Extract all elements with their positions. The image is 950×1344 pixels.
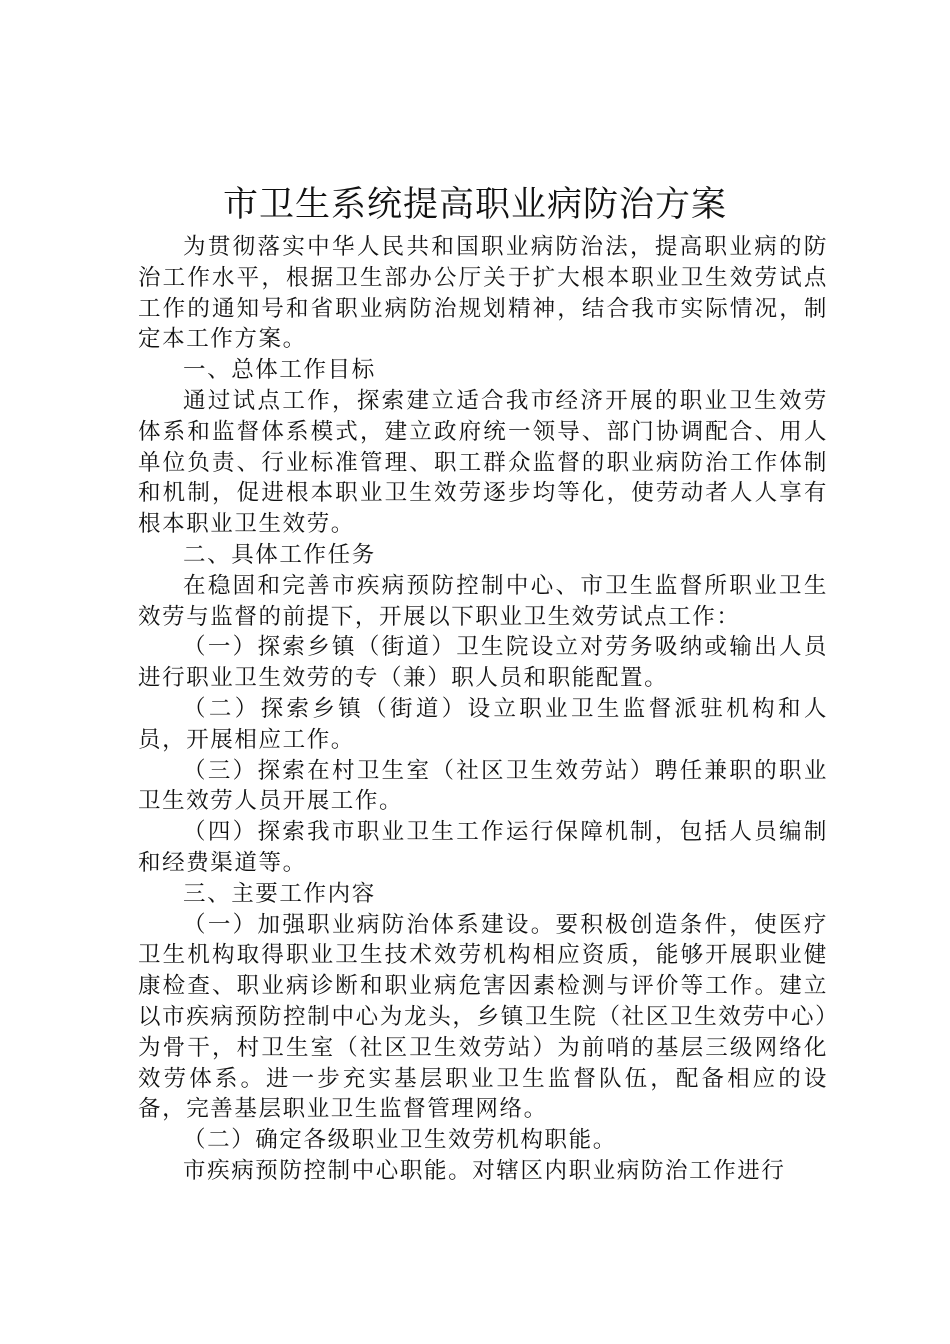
task-item-3: （三）探索在村卫生室（社区卫生效劳站）聘任兼职的职业卫生效劳人员开展工作。: [138, 757, 828, 815]
document-body: [138, 232, 828, 1187]
section-heading-specific-tasks: 二、具体工作任务: [183, 541, 376, 568]
paragraph-specific-tasks: 在稳固和完善市疾病预防控制中心、市卫生监督所职业卫生效劳与监督的前提下，开展以下职业卫生效劳试点工作：: [138, 572, 828, 630]
task-item-2: （二）探索乡镇（街道）设立职业卫生监督派驻机构和人员，开展相应工作。: [138, 695, 828, 753]
section-heading-main-content: 三、主要工作内容: [183, 880, 376, 907]
document-title: 市卫生系统提高职业病防治方案: [222, 185, 727, 225]
section-heading-overall-goal: 一、总体工作目标: [183, 357, 376, 384]
paragraph-intro: 为贯彻落实中华人民共和国职业病防治法，提高职业病的防治工作水平，根据卫生部办公厅关于扩大根本职业卫生效劳试点工作的通知号和省职业病防治规划精神，结合我市实际情况，制定本工作方案。: [138, 234, 828, 353]
content-item-2: （二）确定各级职业卫生效劳机构职能。: [183, 1127, 617, 1154]
task-item-1: （一）探索乡镇（街道）卫生院设立对劳务吸纳或输出人员进行职业卫生效劳的专（兼）职人员和职能配置。: [138, 634, 828, 692]
task-item-4: （四）探索我市职业卫生工作运行保障机制，包括人员编制和经费渠道等。: [138, 819, 828, 876]
paragraph-cdc-functions: 市疾病预防控制中心职能。对辖区内职业病防治工作进行: [183, 1157, 786, 1184]
paragraph-overall-goal: 通过试点工作，探索建立适合我市经济开展的职业卫生效劳体系和监督体系模式，建立政府统一领导、部门协调配合、用人单位负责、行业标准管理、职工群众监督的职业病防治工作体制和机制，促进根本职业卫生效劳逐步均等化，使劳动者人人享有根本职业卫生效劳。: [138, 387, 828, 538]
content-item-1: （一）加强职业病防治体系建设。要积极创造条件，使医疗卫生机构取得职业卫生技术效劳机构相应资质，能够开展职业健康检查、职业病诊断和职业病危害因素检测与评价等工作。建立以市疾病预防控制中心为龙头，乡镇卫生院（社区卫生效劳中心）为骨干，村卫生室（社区卫生效劳站）为前哨的基层三级网络化效劳体系。进一步充实基层职业卫生监督队伍，配备相应的设备，完善基层职业卫生监督管理网络。: [138, 911, 828, 1123]
